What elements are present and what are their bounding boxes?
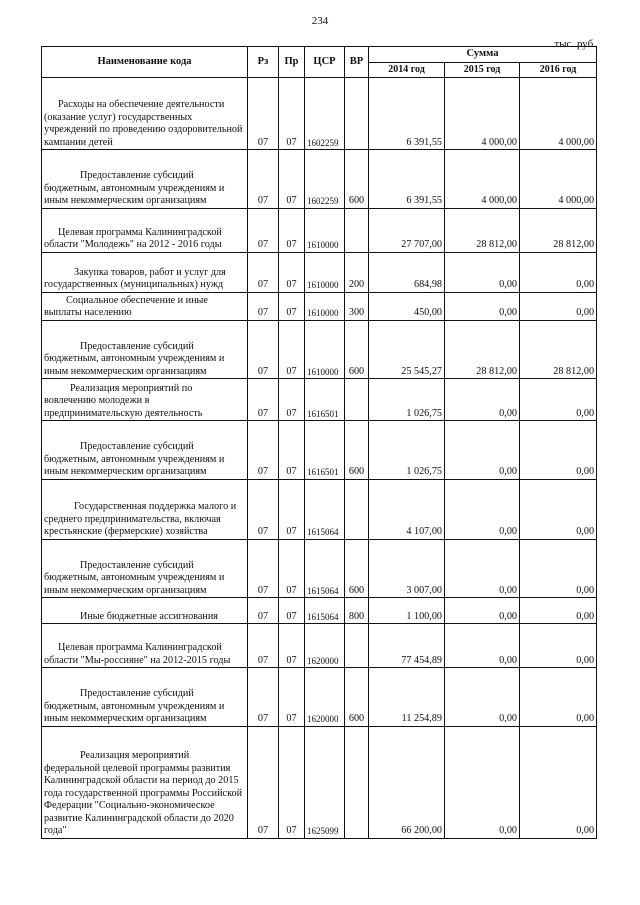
row-sum-2016: 28 812,00 — [520, 320, 597, 379]
row-sum-2016: 0,00 — [520, 624, 597, 668]
row-name: Предоставление субсидий бюджетным, автономным учреждениям и иным некоммерческим организациям — [44, 688, 225, 724]
row-pr: 07 — [279, 726, 305, 838]
row-sum-2014: 66 200,00 — [369, 726, 445, 838]
row-csr: 1610000 — [305, 208, 345, 252]
units-label: тыс. руб. — [554, 38, 596, 50]
budget-table — [41, 46, 597, 839]
row-sum-2016: 0,00 — [520, 292, 597, 320]
row-name: Предоставление субсидий бюджетным, автономным учреждениям и иным некоммерческим организациям — [44, 340, 225, 377]
header-csr: ЦСР — [305, 47, 345, 78]
row-vr — [345, 479, 369, 539]
row-name-cell — [42, 726, 248, 838]
row-sum-2016: 28 812,00 — [520, 208, 597, 252]
row-name-cell — [42, 208, 248, 252]
row-rz: 07 — [248, 78, 279, 150]
row-csr: 1610000 — [305, 320, 345, 379]
table-row — [42, 78, 597, 150]
row-pr: 07 — [279, 208, 305, 252]
row-sum-2014: 1 100,00 — [369, 598, 445, 624]
table-row — [42, 479, 597, 539]
row-sum-2016: 0,00 — [520, 598, 597, 624]
row-sum-2015: 0,00 — [445, 598, 520, 624]
row-vr: 600 — [345, 320, 369, 379]
header-pr: Пр — [279, 47, 305, 78]
row-rz: 07 — [248, 292, 279, 320]
row-name-cell — [42, 624, 248, 668]
row-csr: 1616501 — [305, 421, 345, 480]
row-name: Расходы на обеспечение деятельности (оказание услуг) государственных учреждений по проведению оздоровительной кампании детей — [44, 99, 243, 148]
row-name: Целевая программа Калининградской области "Мы-россияне" на 2012-2015 годы — [44, 642, 231, 666]
row-name: Реализация мероприятий по вовлечению молодежи в предпринимательскую деятельность — [44, 382, 203, 419]
row-csr: 1625099 — [305, 726, 345, 838]
row-pr: 07 — [279, 320, 305, 379]
row-sum-2014: 6 391,55 — [369, 150, 445, 209]
row-sum-2016: 0,00 — [520, 726, 597, 838]
row-sum-2014: 25 545,27 — [369, 320, 445, 379]
header-vr: ВР — [345, 47, 369, 78]
row-vr — [345, 624, 369, 668]
row-name-cell — [42, 598, 248, 624]
row-csr: 1610000 — [305, 252, 345, 292]
row-vr — [345, 726, 369, 838]
row-name: Предоставление субсидий бюджетным, автономным учреждениям и иным некоммерческим организациям — [44, 559, 225, 596]
table-row — [42, 421, 597, 480]
row-sum-2015: 0,00 — [445, 252, 520, 292]
row-name-cell — [42, 78, 248, 150]
row-name: Реализация мероприятий федеральной целевой программы развития Калининградской области на период до 2015 года государственной программы Российской Федерации "Социально-экономическое развитие Калининградской области до 2020 года" — [44, 750, 243, 836]
row-rz: 07 — [248, 598, 279, 624]
table-row — [42, 379, 597, 421]
table-row — [42, 252, 597, 292]
row-sum-2014: 27 707,00 — [369, 208, 445, 252]
row-rz: 07 — [248, 320, 279, 379]
row-sum-2016: 0,00 — [520, 539, 597, 598]
row-vr — [345, 208, 369, 252]
row-name-cell — [42, 421, 248, 480]
row-vr: 300 — [345, 292, 369, 320]
row-csr: 1610000 — [305, 292, 345, 320]
table-row — [42, 208, 597, 252]
row-sum-2016: 0,00 — [520, 421, 597, 480]
row-pr: 07 — [279, 292, 305, 320]
row-rz: 07 — [248, 421, 279, 480]
row-sum-2014: 77 454,89 — [369, 624, 445, 668]
row-name: Предоставление субсидий бюджетным, автономным учреждениям и иным некоммерческим организациям — [44, 170, 225, 206]
row-csr: 1620000 — [305, 624, 345, 668]
row-csr: 1602259 — [305, 150, 345, 209]
row-sum-2015: 4 000,00 — [445, 150, 520, 209]
row-rz: 07 — [248, 668, 279, 727]
row-vr: 800 — [345, 598, 369, 624]
row-pr: 07 — [279, 598, 305, 624]
row-name: Иные бюджетные ассигнования — [80, 610, 218, 622]
row-sum-2014: 4 107,00 — [369, 479, 445, 539]
row-pr: 07 — [279, 252, 305, 292]
row-name-cell — [42, 668, 248, 727]
row-vr — [345, 78, 369, 150]
row-sum-2015: 28 812,00 — [445, 208, 520, 252]
row-name: Закупка товаров, работ и услуг для государственных (муниципальных) нужд — [44, 266, 226, 290]
row-pr: 07 — [279, 78, 305, 150]
row-name: Целевая программа Калининградской области "Молодежь" на 2012 - 2016 годы — [44, 226, 222, 250]
row-sum-2014: 1 026,75 — [369, 421, 445, 480]
row-rz: 07 — [248, 150, 279, 209]
table-body — [42, 78, 597, 839]
row-sum-2016: 4 000,00 — [520, 78, 597, 150]
row-sum-2014: 11 254,89 — [369, 668, 445, 727]
row-vr: 600 — [345, 150, 369, 209]
row-sum-2016: 0,00 — [520, 479, 597, 539]
header-rz: Рз — [248, 47, 279, 78]
row-name: Социальное обеспечение и иные выплаты населению — [44, 294, 208, 318]
row-name-cell — [42, 320, 248, 379]
header-2016: 2016 год — [520, 63, 597, 78]
row-sum-2015: 0,00 — [445, 668, 520, 727]
row-sum-2015: 4 000,00 — [445, 78, 520, 150]
row-sum-2016: 0,00 — [520, 668, 597, 727]
row-rz: 07 — [248, 252, 279, 292]
row-sum-2016: 0,00 — [520, 379, 597, 421]
row-csr: 1615064 — [305, 598, 345, 624]
row-pr: 07 — [279, 379, 305, 421]
row-sum-2015: 0,00 — [445, 479, 520, 539]
row-sum-2015: 0,00 — [445, 726, 520, 838]
header-2015: 2015 год — [445, 63, 520, 78]
header-sum: Сумма — [369, 47, 597, 63]
row-rz: 07 — [248, 208, 279, 252]
row-sum-2014: 6 391,55 — [369, 78, 445, 150]
row-rz: 07 — [248, 379, 279, 421]
table-row — [42, 598, 597, 624]
row-sum-2015: 0,00 — [445, 539, 520, 598]
row-sum-2015: 0,00 — [445, 292, 520, 320]
row-pr: 07 — [279, 624, 305, 668]
row-sum-2014: 3 007,00 — [369, 539, 445, 598]
row-csr: 1602259 — [305, 78, 345, 150]
row-pr: 07 — [279, 150, 305, 209]
header-name: Наименование кода — [42, 47, 248, 78]
row-name-cell — [42, 150, 248, 209]
header-2014: 2014 год — [369, 63, 445, 78]
row-sum-2016: 0,00 — [520, 252, 597, 292]
row-csr: 1615064 — [305, 539, 345, 598]
table-row — [42, 726, 597, 838]
row-rz: 07 — [248, 624, 279, 668]
row-sum-2015: 0,00 — [445, 379, 520, 421]
row-sum-2014: 450,00 — [369, 292, 445, 320]
row-vr — [345, 379, 369, 421]
row-sum-2015: 0,00 — [445, 421, 520, 480]
row-vr: 600 — [345, 421, 369, 480]
row-pr: 07 — [279, 668, 305, 727]
row-sum-2015: 28 812,00 — [445, 320, 520, 379]
row-name-cell — [42, 479, 248, 539]
table-row — [42, 624, 597, 668]
row-csr: 1615064 — [305, 479, 345, 539]
row-rz: 07 — [248, 479, 279, 539]
table-row — [42, 539, 597, 598]
row-vr: 600 — [345, 668, 369, 727]
row-rz: 07 — [248, 726, 279, 838]
row-sum-2015: 0,00 — [445, 624, 520, 668]
row-pr: 07 — [279, 539, 305, 598]
row-vr: 200 — [345, 252, 369, 292]
row-pr: 07 — [279, 421, 305, 480]
table-row — [42, 668, 597, 727]
row-name-cell — [42, 539, 248, 598]
row-vr: 600 — [345, 539, 369, 598]
row-name-cell — [42, 292, 248, 320]
row-csr: 1620000 — [305, 668, 345, 727]
row-name: Государственная поддержка малого и среднего предпринимательства, включая крестьянские (фермерские) хозяйства — [44, 501, 237, 537]
row-sum-2014: 1 026,75 — [369, 379, 445, 421]
row-name-cell — [42, 379, 248, 421]
row-rz: 07 — [248, 539, 279, 598]
table-row — [42, 150, 597, 209]
row-name-cell — [42, 252, 248, 292]
row-name: Предоставление субсидий бюджетным, автономным учреждениям и иным некоммерческим организациям — [44, 441, 225, 477]
table-row — [42, 320, 597, 379]
row-sum-2014: 684,98 — [369, 252, 445, 292]
row-pr: 07 — [279, 479, 305, 539]
table-row — [42, 292, 597, 320]
page-number: 234 — [311, 15, 329, 27]
row-csr: 1616501 — [305, 379, 345, 421]
row-sum-2016: 4 000,00 — [520, 150, 597, 209]
